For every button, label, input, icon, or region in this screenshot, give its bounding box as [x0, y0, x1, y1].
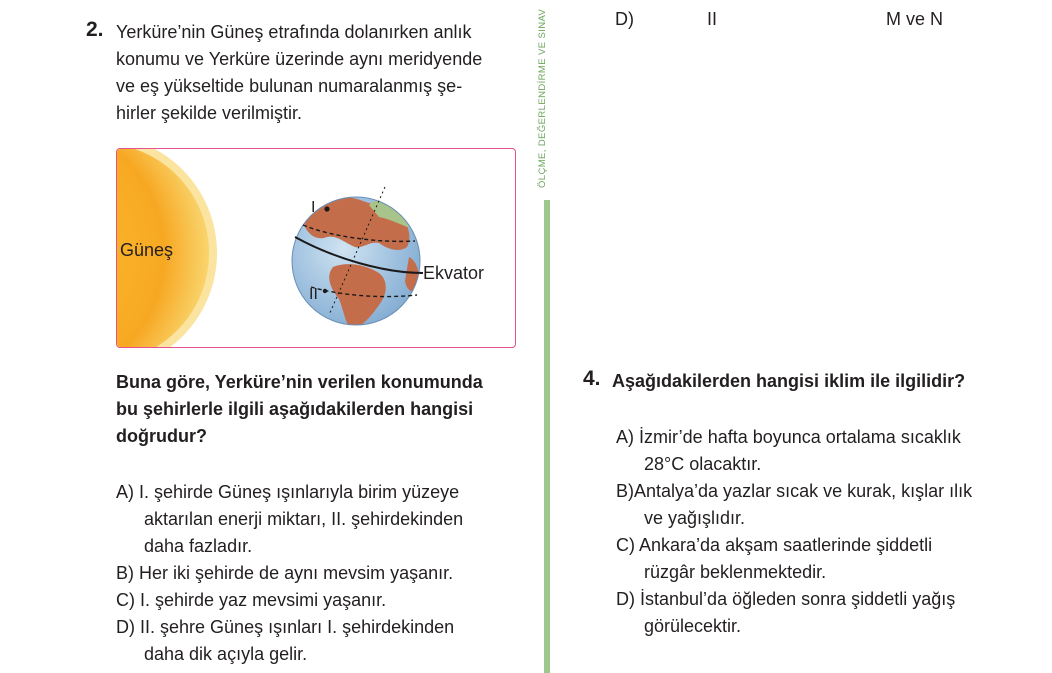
prev-option-d-col2: M ve N [886, 9, 944, 29]
option-a-line: İzmir’de hafta boyunca ortalama sıcaklık [639, 427, 961, 447]
prev-option-d-label: D) [615, 9, 634, 29]
sun-earth-figure [116, 148, 516, 348]
side-label: ÖLÇME, DEĞERLENDİRME VE SINAV [537, 8, 548, 188]
option-a-line: aktarılan enerji miktarı, II. şehirdekinden [144, 509, 464, 529]
option-a[interactable] [616, 424, 1046, 478]
column-divider [544, 200, 550, 673]
prompt-line: Buna göre, Yerküre’nin verilen konumunda [116, 372, 483, 392]
option-d-line: II. şehre Güneş ışınları I. şehirdekinden [140, 617, 455, 637]
option-c-label: C) [616, 535, 635, 555]
option-c[interactable] [616, 532, 1046, 586]
city-1-dot [324, 206, 329, 211]
stem-line: konumu ve Yerküre üzerinde aynı meridyende [116, 49, 483, 69]
question-2-stem [116, 19, 536, 127]
option-c-line: rüzgâr beklenmektedir. [644, 562, 827, 582]
option-b-label: B) [116, 563, 134, 583]
option-a-line: daha fazladır. [144, 536, 253, 556]
stem-line: ve eş yükseltide bulunan numaralanmış şe- [116, 76, 463, 96]
option-d-line: daha dik açıyla gelir. [144, 644, 308, 664]
option-d-line: görülecektir. [644, 616, 742, 636]
option-b[interactable] [616, 478, 1046, 532]
city-2-label: II [309, 286, 318, 303]
option-a-label: A) [616, 427, 634, 447]
option-d-label: D) [116, 617, 135, 637]
option-d[interactable] [616, 586, 1046, 640]
question-4-prompt: Aşağıdakilerden hangisi iklim ile ilgilidir? [612, 371, 966, 391]
option-c[interactable] [116, 587, 541, 614]
question-4-options [616, 424, 1046, 640]
option-d-label: D) [616, 589, 635, 609]
prompt-line: bu şehirlerle ilgili aşağıdakilerden hangisi [116, 399, 474, 419]
option-b-label: B) [616, 481, 634, 501]
prev-option-d-col1: II [707, 9, 718, 29]
figure-drawing [117, 149, 515, 347]
option-a-line: 28°C olacaktır. [644, 454, 762, 474]
option-a[interactable] [116, 479, 541, 560]
question-2-number: 2. [86, 18, 104, 41]
option-d[interactable] [116, 614, 541, 668]
question-2-options [116, 479, 541, 668]
question-4-number: 4. [583, 367, 601, 390]
prompt-line: doğrudur? [116, 426, 207, 446]
option-c-label: C) [116, 590, 135, 610]
option-c-line: I. şehirde yaz mevsimi yaşanır. [140, 590, 387, 610]
sun-label: Güneş [120, 240, 174, 260]
option-a-line: I. şehirde Güneş ışınlarıyla birim yüzeye [139, 482, 460, 502]
option-b-line: ve yağışlıdır. [644, 508, 746, 528]
option-b-line: Antalya’da yazlar sıcak ve kurak, kışlar ılık [634, 481, 973, 501]
city-2-dot [323, 289, 327, 293]
equator-label: Ekvator [423, 263, 485, 283]
option-a-label: A) [116, 482, 134, 502]
option-d-line: İstanbul’da öğleden sonra şiddetli yağış [640, 589, 956, 609]
question-2-prompt [116, 369, 541, 450]
stem-line: Yerküre’nin Güneş etrafında dolanırken anlık [116, 22, 472, 42]
option-c-line: Ankara’da akşam saatlerinde şiddetli [639, 535, 933, 555]
option-b[interactable] [116, 560, 541, 587]
option-b-line: Her iki şehirde de aynı mevsim yaşanır. [139, 563, 454, 583]
stem-line: hirler şekilde verilmiştir. [116, 103, 303, 123]
city-1-label: I [311, 199, 316, 216]
